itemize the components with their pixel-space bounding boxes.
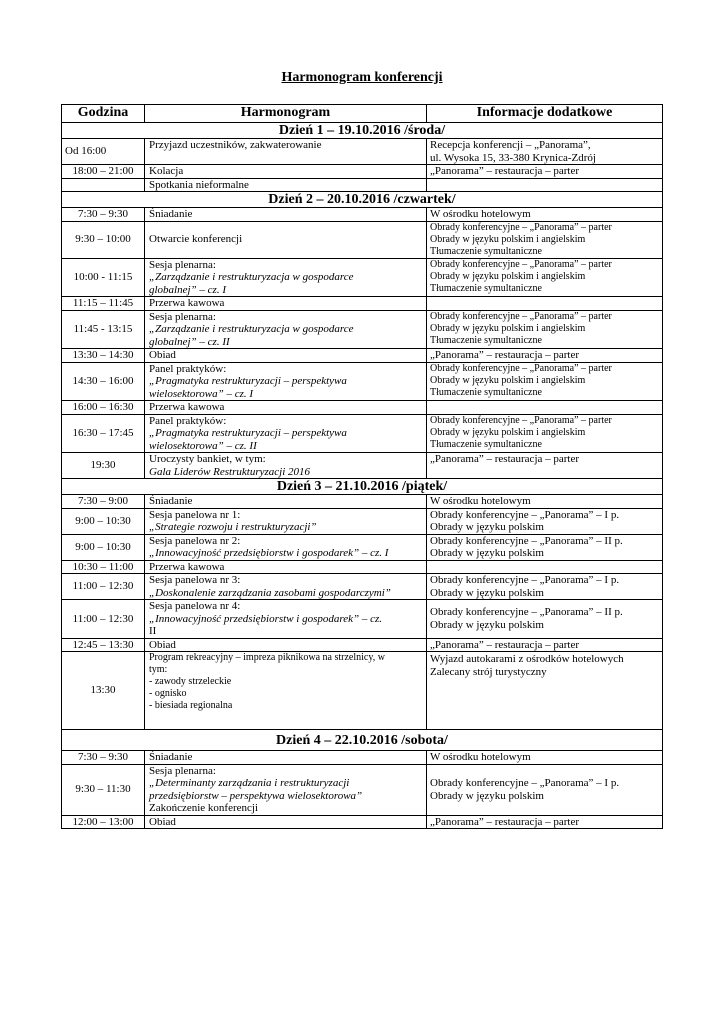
table-row xyxy=(62,764,663,815)
table-row xyxy=(62,574,663,600)
info-cell: „Panorama” – restauracja – parter xyxy=(427,638,663,652)
time-cell: 9:00 – 10:30 xyxy=(62,534,145,560)
info-cell: Obrady konferencyjne – „Panorama” – I p. Obrady w języku polskim xyxy=(427,508,663,534)
info-cell: Obrady konferencyjne – „Panorama” – II p. Obrady w języku polskim xyxy=(427,600,663,639)
info-cell: Obrady konferencyjne – „Panorama” – I p. Obrady w języku polskim xyxy=(427,574,663,600)
table-row xyxy=(62,534,663,560)
table-row xyxy=(62,495,663,509)
time-cell: 16:00 – 16:30 xyxy=(62,401,145,415)
program-cell: Przerwa kawowa xyxy=(145,560,427,574)
table-row xyxy=(62,178,663,192)
program-cell: Sesja plenarna: „Zarządzanie i restrukturyzacja w gospodarce globalnej” – cz. I xyxy=(145,258,427,297)
table-row xyxy=(62,414,663,453)
info-cell: W ośrodku hotelowym xyxy=(427,495,663,509)
table-row xyxy=(62,815,663,829)
time-cell: 9:30 – 10:00 xyxy=(62,221,145,258)
program-cell: Przerwa kawowa xyxy=(145,401,427,415)
day-header: Dzień 2 – 20.10.2016 /czwartek/ xyxy=(62,192,663,208)
info-cell xyxy=(427,297,663,311)
program-cell: Uroczysty bankiet, w tym: Gala Liderów Restrukturyzacji 2016 xyxy=(145,453,427,479)
program-cell: Otwarcie konferencji xyxy=(145,221,427,258)
day-header: Dzień 3 – 21.10.2016 /piątek/ xyxy=(62,479,663,495)
time-cell: 13:30 – 14:30 xyxy=(62,349,145,363)
time-cell: Od 16:00 xyxy=(62,139,145,165)
program-cell: Śniadanie xyxy=(145,208,427,222)
info-cell xyxy=(427,560,663,574)
time-cell: 11:45 - 13:15 xyxy=(62,310,145,349)
program-cell: Sesja panelowa nr 1: „Strategie rozwoju i restrukturyzacji” xyxy=(145,508,427,534)
time-cell: 11:00 – 12:30 xyxy=(62,600,145,639)
program-cell: Spotkania nieformalne xyxy=(145,178,427,192)
page-title: Harmonogram konferencji xyxy=(281,70,443,85)
info-cell: Obrady konferencyjne – „Panorama” – parter Obrady w języku polskim i angielskim Tłumaczenie symultaniczne xyxy=(427,414,663,453)
program-cell: Śniadanie xyxy=(145,495,427,509)
info-cell: Obrady konferencyjne – „Panorama” – I p. Obrady w języku polskim xyxy=(427,764,663,815)
info-cell: Wyjazd autokarami z ośrodków hotelowych Zalecany strój turystyczny xyxy=(427,652,663,730)
table-row xyxy=(62,258,663,297)
table-row xyxy=(62,751,663,765)
time-cell: 9:30 – 11:30 xyxy=(62,764,145,815)
program-cell: Kolacja xyxy=(145,165,427,179)
program-cell: Przyjazd uczestników, zakwaterowanie xyxy=(145,139,427,165)
time-cell: 7:30 – 9:00 xyxy=(62,495,145,509)
table-row xyxy=(62,600,663,639)
info-cell: W ośrodku hotelowym xyxy=(427,751,663,765)
time-cell: 11:15 – 11:45 xyxy=(62,297,145,311)
time-cell: 9:00 – 10:30 xyxy=(62,508,145,534)
table-row xyxy=(62,560,663,574)
table-row xyxy=(62,652,663,730)
table-row xyxy=(62,208,663,222)
time-cell: 7:30 – 9:30 xyxy=(62,751,145,765)
info-cell: „Panorama” – restauracja – parter xyxy=(427,453,663,479)
time-cell: 19:30 xyxy=(62,453,145,479)
time-cell: 10:00 - 11:15 xyxy=(62,258,145,297)
table-row xyxy=(62,349,663,363)
table-row xyxy=(62,638,663,652)
program-cell: Sesja panelowa nr 4: „Innowacyjność przedsiębiorstw i gospodarek” – cz. II xyxy=(145,600,427,639)
header-time: Godzina xyxy=(62,105,145,123)
header-info: Informacje dodatkowe xyxy=(427,105,663,123)
program-cell: Obiad xyxy=(145,349,427,363)
info-cell: Obrady konferencyjne – „Panorama” – parter Obrady w języku polskim i angielskim Tłumaczenie symultaniczne xyxy=(427,310,663,349)
table-row xyxy=(62,297,663,311)
program-cell: Panel praktyków: „Pragmatyka restrukturyzacji – perspektywa wielosektorowa” – cz. I xyxy=(145,362,427,401)
program-cell: Sesja panelowa nr 3: „Doskonalenie zarządzania zasobami gospodarczymi” xyxy=(145,574,427,600)
info-cell: „Panorama” – restauracja – parter xyxy=(427,165,663,179)
info-cell xyxy=(427,178,663,192)
schedule-table xyxy=(61,104,663,829)
table-row xyxy=(62,165,663,179)
info-cell: „Panorama” – restauracja – parter xyxy=(427,815,663,829)
program-cell: Sesja panelowa nr 2: „Innowacyjność przedsiębiorstw i gospodarek” – cz. I xyxy=(145,534,427,560)
header-schedule: Harmonogram xyxy=(145,105,427,123)
table-row xyxy=(62,139,663,165)
time-cell: 12:45 – 13:30 xyxy=(62,638,145,652)
info-cell: Obrady konferencyjne – „Panorama” – II p. Obrady w języku polskim xyxy=(427,534,663,560)
table-row xyxy=(62,508,663,534)
time-cell: 18:00 – 21:00 xyxy=(62,165,145,179)
program-cell: Obiad xyxy=(145,638,427,652)
info-cell: W ośrodku hotelowym xyxy=(427,208,663,222)
time-cell: 13:30 xyxy=(62,652,145,730)
table-row xyxy=(62,310,663,349)
time-cell: 7:30 – 9:30 xyxy=(62,208,145,222)
table-row xyxy=(62,401,663,415)
info-cell: „Panorama” – restauracja – parter xyxy=(427,349,663,363)
program-cell: Sesja plenarna: „Zarządzanie i restrukturyzacja w gospodarce globalnej” – cz. II xyxy=(145,310,427,349)
table-row xyxy=(62,453,663,479)
info-cell: Obrady konferencyjne – „Panorama” – parter Obrady w języku polskim i angielskim Tłumaczenie symultaniczne xyxy=(427,362,663,401)
time-cell xyxy=(62,178,145,192)
info-cell: Obrady konferencyjne – „Panorama” – parter Obrady w języku polskim i angielskim Tłumaczenie symultaniczne xyxy=(427,221,663,258)
table-row xyxy=(62,362,663,401)
program-cell: Obiad xyxy=(145,815,427,829)
program-cell: Przerwa kawowa xyxy=(145,297,427,311)
table-header-row xyxy=(62,105,663,123)
program-cell: Program rekreacyjny – impreza piknikowa na strzelnicy, w tym: - zawody strzeleckie - ognisko - biesiada regionalna xyxy=(145,652,427,730)
time-cell: 11:00 – 12:30 xyxy=(62,574,145,600)
table-row xyxy=(62,221,663,258)
program-cell: Panel praktyków: „Pragmatyka restrukturyzacji – perspektywa wielosektorowa” – cz. II xyxy=(145,414,427,453)
time-cell: 10:30 – 11:00 xyxy=(62,560,145,574)
info-cell: Obrady konferencyjne – „Panorama” – parter Obrady w języku polskim i angielskim Tłumaczenie symultaniczne xyxy=(427,258,663,297)
program-cell: Śniadanie xyxy=(145,751,427,765)
day-header: Dzień 1 – 19.10.2016 /środa/ xyxy=(62,123,663,139)
info-cell: Recepcja konferencji – „Panorama”, ul. Wysoka 15, 33-380 Krynica-Zdrój xyxy=(427,139,663,165)
info-cell xyxy=(427,401,663,415)
day-header: Dzień 4 – 22.10.2016 /sobota/ xyxy=(62,730,663,751)
time-cell: 12:00 – 13:00 xyxy=(62,815,145,829)
time-cell: 14:30 – 16:00 xyxy=(62,362,145,401)
time-cell: 16:30 – 17:45 xyxy=(62,414,145,453)
program-cell: Sesja plenarna: „Determinanty zarządzania i restrukturyzacji przedsiębiorstw – perspektywa wielosektorowa” Zakończenie konferencji xyxy=(145,764,427,815)
